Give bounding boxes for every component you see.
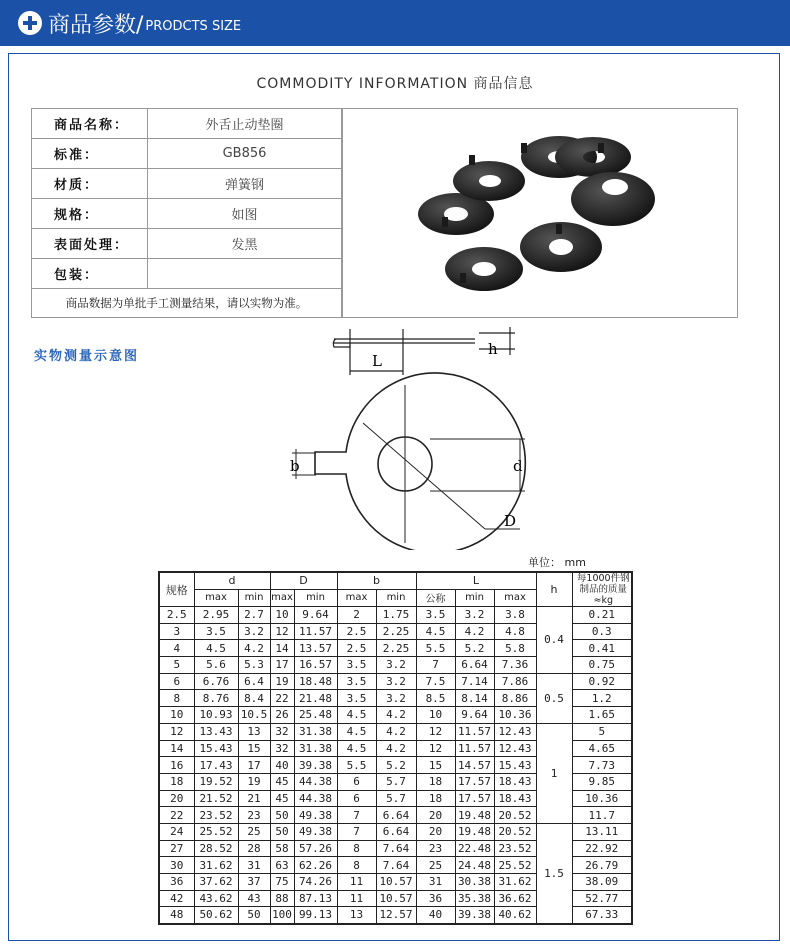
table-row bbox=[159, 823, 632, 840]
table-cell: 3.8 bbox=[494, 607, 536, 624]
table-cell: 2.95 bbox=[194, 607, 238, 624]
dim-L-label: L bbox=[372, 352, 382, 370]
table-cell: 2.5 bbox=[337, 623, 376, 640]
table-cell: 5.3 bbox=[238, 657, 270, 674]
table-cell: 12 bbox=[416, 740, 455, 757]
table-cell: 45 bbox=[270, 790, 294, 807]
table-cell: 12.57 bbox=[376, 907, 416, 924]
table-cell: 6.4 bbox=[238, 673, 270, 690]
info-key: 标准： bbox=[32, 139, 148, 169]
table-cell: 7 bbox=[337, 823, 376, 840]
table-cell: 11 bbox=[337, 874, 376, 891]
table-cell: 75 bbox=[270, 874, 294, 891]
header-L-nominal: 公称 bbox=[416, 589, 455, 606]
table-cell: 0.21 bbox=[572, 607, 632, 624]
table-cell: 40 bbox=[270, 757, 294, 774]
table-cell: 4.65 bbox=[572, 740, 632, 757]
info-key: 表面处理： bbox=[32, 229, 148, 259]
table-cell: 31.38 bbox=[294, 740, 337, 757]
table-cell: 24.48 bbox=[455, 857, 494, 874]
table-cell: 18 bbox=[159, 773, 194, 790]
table-cell: 4.2 bbox=[238, 640, 270, 657]
table-cell: 15.43 bbox=[194, 740, 238, 757]
table-cell: 14 bbox=[159, 740, 194, 757]
table-cell: 13 bbox=[238, 723, 270, 740]
table-cell: 5.7 bbox=[376, 790, 416, 807]
table-cell: 26 bbox=[270, 707, 294, 724]
header-b-min: min bbox=[376, 589, 416, 606]
table-cell: 8.76 bbox=[194, 690, 238, 707]
table-cell: 62.26 bbox=[294, 857, 337, 874]
table-cell: 49.38 bbox=[294, 823, 337, 840]
table-cell: 25 bbox=[416, 857, 455, 874]
table-cell: 6 bbox=[159, 673, 194, 690]
table-cell: 24 bbox=[159, 823, 194, 840]
info-value: 如图 bbox=[148, 199, 342, 229]
table-cell: 1.2 bbox=[572, 690, 632, 707]
table-cell: 22.92 bbox=[572, 840, 632, 857]
table-cell: 57.26 bbox=[294, 840, 337, 857]
info-row bbox=[32, 199, 342, 229]
table-cell: 36 bbox=[416, 890, 455, 907]
table-cell: 8.86 bbox=[494, 690, 536, 707]
spec-table bbox=[158, 571, 633, 925]
table-cell: 5.5 bbox=[337, 757, 376, 774]
table-cell: 4.5 bbox=[416, 623, 455, 640]
table-cell: 10 bbox=[159, 707, 194, 724]
table-cell: 20.52 bbox=[494, 807, 536, 824]
table-cell: 10.93 bbox=[194, 707, 238, 724]
table-cell: 31 bbox=[238, 857, 270, 874]
table-cell: 23 bbox=[238, 807, 270, 824]
table-cell: 7 bbox=[337, 807, 376, 824]
table-cell: 12 bbox=[416, 723, 455, 740]
table-cell: 4.2 bbox=[376, 707, 416, 724]
table-cell: 10.5 bbox=[238, 707, 270, 724]
h-value: 1.5 bbox=[536, 823, 572, 923]
table-cell: 8 bbox=[159, 690, 194, 707]
table-cell: 37 bbox=[238, 874, 270, 891]
header-D: D bbox=[270, 572, 337, 589]
header-d: d bbox=[194, 572, 270, 589]
table-cell: 19.48 bbox=[455, 823, 494, 840]
table-cell: 25 bbox=[238, 823, 270, 840]
table-cell: 38.09 bbox=[572, 874, 632, 891]
table-cell: 30.38 bbox=[455, 874, 494, 891]
info-row bbox=[32, 169, 342, 199]
table-cell: 4.2 bbox=[455, 623, 494, 640]
table-cell: 5.8 bbox=[494, 640, 536, 657]
header-banner bbox=[0, 0, 790, 46]
table-cell: 11 bbox=[337, 890, 376, 907]
table-cell: 2.7 bbox=[238, 607, 270, 624]
dim-D-label: D bbox=[504, 512, 517, 530]
info-row bbox=[32, 139, 342, 169]
table-cell: 27 bbox=[159, 840, 194, 857]
table-cell: 4.5 bbox=[337, 723, 376, 740]
table-cell: 36 bbox=[159, 874, 194, 891]
table-cell: 5 bbox=[159, 657, 194, 674]
table-cell: 18.43 bbox=[494, 790, 536, 807]
table-cell: 9.85 bbox=[572, 773, 632, 790]
table-cell: 7.73 bbox=[572, 757, 632, 774]
table-cell: 1.75 bbox=[376, 607, 416, 624]
table-cell: 5.7 bbox=[376, 773, 416, 790]
table-cell: 7 bbox=[416, 657, 455, 674]
info-key: 商品名称： bbox=[32, 109, 148, 139]
info-row bbox=[32, 109, 342, 139]
table-cell: 7.36 bbox=[494, 657, 536, 674]
product-photo bbox=[342, 108, 738, 318]
info-value: 发黑 bbox=[148, 229, 342, 259]
table-cell: 45 bbox=[270, 773, 294, 790]
table-cell: 99.13 bbox=[294, 907, 337, 924]
table-cell: 3.2 bbox=[455, 607, 494, 624]
table-cell: 10.36 bbox=[494, 707, 536, 724]
table-cell: 40.62 bbox=[494, 907, 536, 924]
table-cell: 15 bbox=[416, 757, 455, 774]
front-view bbox=[315, 373, 525, 550]
header-d-min: min bbox=[238, 589, 270, 606]
info-key: 规格： bbox=[32, 199, 148, 229]
table-cell: 13.43 bbox=[194, 723, 238, 740]
table-cell: 3.5 bbox=[337, 673, 376, 690]
table-cell: 21.48 bbox=[294, 690, 337, 707]
info-value: 外舌止动垫圈 bbox=[148, 109, 342, 139]
table-cell: 12.43 bbox=[494, 723, 536, 740]
table-cell: 4.8 bbox=[494, 623, 536, 640]
table-cell: 7.5 bbox=[416, 673, 455, 690]
header-L-max: max bbox=[494, 589, 536, 606]
table-cell: 25.52 bbox=[494, 857, 536, 874]
info-value: GB856 bbox=[148, 139, 342, 169]
table-cell: 4.2 bbox=[376, 740, 416, 757]
table-cell: 26.79 bbox=[572, 857, 632, 874]
table-cell: 22 bbox=[270, 690, 294, 707]
diagram-label: 实物测量示意图 bbox=[34, 349, 140, 364]
dim-d-label: d bbox=[513, 457, 523, 475]
table-cell: 31.62 bbox=[494, 874, 536, 891]
table-cell: 8.14 bbox=[455, 690, 494, 707]
table-cell: 23.52 bbox=[194, 807, 238, 824]
product-info-table bbox=[31, 108, 342, 318]
table-cell: 0.75 bbox=[572, 657, 632, 674]
table-cell: 0.41 bbox=[572, 640, 632, 657]
table-cell: 12.43 bbox=[494, 740, 536, 757]
table-cell: 19.48 bbox=[455, 807, 494, 824]
table-cell: 6.76 bbox=[194, 673, 238, 690]
table-cell: 11.57 bbox=[294, 623, 337, 640]
table-cell: 21 bbox=[238, 790, 270, 807]
table-cell: 20 bbox=[416, 807, 455, 824]
table-cell: 50.62 bbox=[194, 907, 238, 924]
table-cell: 14.57 bbox=[455, 757, 494, 774]
table-cell: 13 bbox=[337, 907, 376, 924]
info-key: 包装： bbox=[32, 259, 148, 289]
table-cell: 9.64 bbox=[455, 707, 494, 724]
table-cell: 11.57 bbox=[455, 740, 494, 757]
table-cell: 20 bbox=[159, 790, 194, 807]
info-value bbox=[148, 259, 342, 289]
table-cell: 15.43 bbox=[494, 757, 536, 774]
h-value: 0.5 bbox=[536, 673, 572, 723]
unit-label: 单位： mm bbox=[528, 556, 586, 569]
table-cell: 5.5 bbox=[416, 640, 455, 657]
table-cell: 16 bbox=[159, 757, 194, 774]
table-cell: 3.2 bbox=[376, 657, 416, 674]
info-row bbox=[32, 259, 342, 289]
table-cell: 7.64 bbox=[376, 857, 416, 874]
table-cell: 7.64 bbox=[376, 840, 416, 857]
table-cell: 63 bbox=[270, 857, 294, 874]
info-note: 商品数据为单批手工测量结果，请以实物为准。 bbox=[32, 289, 342, 318]
table-cell: 3.5 bbox=[194, 623, 238, 640]
table-cell: 48 bbox=[159, 907, 194, 924]
table-cell: 20.52 bbox=[494, 823, 536, 840]
table-cell: 25.48 bbox=[294, 707, 337, 724]
table-cell: 18.43 bbox=[494, 773, 536, 790]
table-cell: 7.14 bbox=[455, 673, 494, 690]
table-cell: 32 bbox=[270, 740, 294, 757]
table-cell: 15 bbox=[238, 740, 270, 757]
table-cell: 10.57 bbox=[376, 890, 416, 907]
table-cell: 2 bbox=[337, 607, 376, 624]
table-cell: 22.48 bbox=[455, 840, 494, 857]
table-cell: 3.2 bbox=[376, 690, 416, 707]
table-cell: 11.57 bbox=[455, 723, 494, 740]
header-L: L bbox=[416, 572, 536, 589]
header-b-max: max bbox=[337, 589, 376, 606]
table-cell: 42 bbox=[159, 890, 194, 907]
table-cell: 2.5 bbox=[159, 607, 194, 624]
table-cell: 2.25 bbox=[376, 623, 416, 640]
table-cell: 6.64 bbox=[455, 657, 494, 674]
table-cell: 13.57 bbox=[294, 640, 337, 657]
table-cell: 2.25 bbox=[376, 640, 416, 657]
table-cell: 44.38 bbox=[294, 773, 337, 790]
table-cell: 17.57 bbox=[455, 773, 494, 790]
table-cell: 36.62 bbox=[494, 890, 536, 907]
table-cell: 17.43 bbox=[194, 757, 238, 774]
table-cell: 17 bbox=[238, 757, 270, 774]
header-h: h bbox=[536, 572, 572, 607]
table-cell: 8 bbox=[337, 840, 376, 857]
table-cell: 87.13 bbox=[294, 890, 337, 907]
table-cell: 28.52 bbox=[194, 840, 238, 857]
header-D-max: max bbox=[270, 589, 294, 606]
table-cell: 20 bbox=[416, 823, 455, 840]
table-cell: 19.52 bbox=[194, 773, 238, 790]
table-cell: 14 bbox=[270, 640, 294, 657]
table-row bbox=[159, 607, 632, 624]
washers-image bbox=[343, 109, 739, 319]
header-size: 规格 bbox=[159, 572, 194, 607]
table-cell: 5.2 bbox=[376, 757, 416, 774]
table-cell: 23 bbox=[416, 840, 455, 857]
table-cell: 3.5 bbox=[337, 657, 376, 674]
table-cell: 17.57 bbox=[455, 790, 494, 807]
table-cell: 74.26 bbox=[294, 874, 337, 891]
table-cell: 4.5 bbox=[194, 640, 238, 657]
table-cell: 50 bbox=[270, 807, 294, 824]
table-cell: 19 bbox=[270, 673, 294, 690]
table-cell: 8 bbox=[337, 857, 376, 874]
table-cell: 3.2 bbox=[238, 623, 270, 640]
table-cell: 30 bbox=[159, 857, 194, 874]
table-cell: 28 bbox=[238, 840, 270, 857]
table-row bbox=[159, 673, 632, 690]
banner-subtitle: PRODCTS SIZE bbox=[145, 18, 242, 34]
header-d-max: max bbox=[194, 589, 238, 606]
dim-h-label: h bbox=[488, 340, 498, 358]
table-cell: 3 bbox=[159, 623, 194, 640]
table-cell: 23.52 bbox=[494, 840, 536, 857]
table-cell: 39.38 bbox=[294, 757, 337, 774]
table-cell: 35.38 bbox=[455, 890, 494, 907]
table-cell: 16.57 bbox=[294, 657, 337, 674]
header-weight: 每1000件钢制品的质量 ≈kg bbox=[572, 572, 632, 607]
table-cell: 58 bbox=[270, 840, 294, 857]
table-cell: 8.5 bbox=[416, 690, 455, 707]
table-cell: 37.62 bbox=[194, 874, 238, 891]
banner-title: 商品参数/ bbox=[48, 12, 144, 38]
table-cell: 39.38 bbox=[455, 907, 494, 924]
table-cell: 44.38 bbox=[294, 790, 337, 807]
table-cell: 10 bbox=[270, 607, 294, 624]
table-cell: 40 bbox=[416, 907, 455, 924]
table-row bbox=[159, 723, 632, 740]
table-cell: 13.11 bbox=[572, 823, 632, 840]
info-row bbox=[32, 229, 342, 259]
table-cell: 8.4 bbox=[238, 690, 270, 707]
table-cell: 10.57 bbox=[376, 874, 416, 891]
dim-b-label: b bbox=[290, 457, 300, 475]
table-cell: 7.86 bbox=[494, 673, 536, 690]
table-cell: 3.5 bbox=[337, 690, 376, 707]
table-cell: 11.7 bbox=[572, 807, 632, 824]
table-cell: 67.33 bbox=[572, 907, 632, 924]
table-cell: 9.64 bbox=[294, 607, 337, 624]
table-cell: 19 bbox=[238, 773, 270, 790]
table-cell: 6 bbox=[337, 773, 376, 790]
header-b: b bbox=[337, 572, 416, 589]
table-cell: 31 bbox=[416, 874, 455, 891]
table-cell: 43 bbox=[238, 890, 270, 907]
table-cell: 49.38 bbox=[294, 807, 337, 824]
table-cell: 6 bbox=[337, 790, 376, 807]
table-cell: 88 bbox=[270, 890, 294, 907]
table-cell: 31.38 bbox=[294, 723, 337, 740]
header-D-min: min bbox=[294, 589, 337, 606]
table-cell: 52.77 bbox=[572, 890, 632, 907]
table-cell: 3.2 bbox=[376, 673, 416, 690]
table-cell: 1.65 bbox=[572, 707, 632, 724]
table-cell: 5 bbox=[572, 723, 632, 740]
table-cell: 17 bbox=[270, 657, 294, 674]
table-cell: 25.52 bbox=[194, 823, 238, 840]
table-cell: 50 bbox=[238, 907, 270, 924]
table-cell: 6.64 bbox=[376, 823, 416, 840]
plus-icon bbox=[18, 11, 42, 35]
table-cell: 43.62 bbox=[194, 890, 238, 907]
table-cell: 18.48 bbox=[294, 673, 337, 690]
table-cell: 18 bbox=[416, 773, 455, 790]
table-cell: 12 bbox=[159, 723, 194, 740]
table-cell: 12 bbox=[270, 623, 294, 640]
h-value: 0.4 bbox=[536, 607, 572, 674]
commodity-title: COMMODITY INFORMATION 商品信息 bbox=[256, 76, 534, 92]
table-cell: 5.2 bbox=[455, 640, 494, 657]
info-key: 材质： bbox=[32, 169, 148, 199]
table-cell: 10.36 bbox=[572, 790, 632, 807]
table-cell: 5.6 bbox=[194, 657, 238, 674]
table-cell: 0.92 bbox=[572, 673, 632, 690]
table-cell: 10 bbox=[416, 707, 455, 724]
table-cell: 6.64 bbox=[376, 807, 416, 824]
table-cell: 4.5 bbox=[337, 740, 376, 757]
table-cell: 3.5 bbox=[416, 607, 455, 624]
table-cell: 18 bbox=[416, 790, 455, 807]
table-cell: 4 bbox=[159, 640, 194, 657]
washer-diagram bbox=[270, 325, 540, 550]
info-value: 弹簧钢 bbox=[148, 169, 342, 199]
table-cell: 32 bbox=[270, 723, 294, 740]
table-cell: 0.3 bbox=[572, 623, 632, 640]
h-value: 1 bbox=[536, 723, 572, 823]
table-cell: 50 bbox=[270, 823, 294, 840]
table-cell: 21.52 bbox=[194, 790, 238, 807]
table-cell: 4.2 bbox=[376, 723, 416, 740]
table-cell: 31.62 bbox=[194, 857, 238, 874]
table-cell: 4.5 bbox=[337, 707, 376, 724]
table-cell: 100 bbox=[270, 907, 294, 924]
header-L-min: min bbox=[455, 589, 494, 606]
table-cell: 22 bbox=[159, 807, 194, 824]
table-cell: 2.5 bbox=[337, 640, 376, 657]
